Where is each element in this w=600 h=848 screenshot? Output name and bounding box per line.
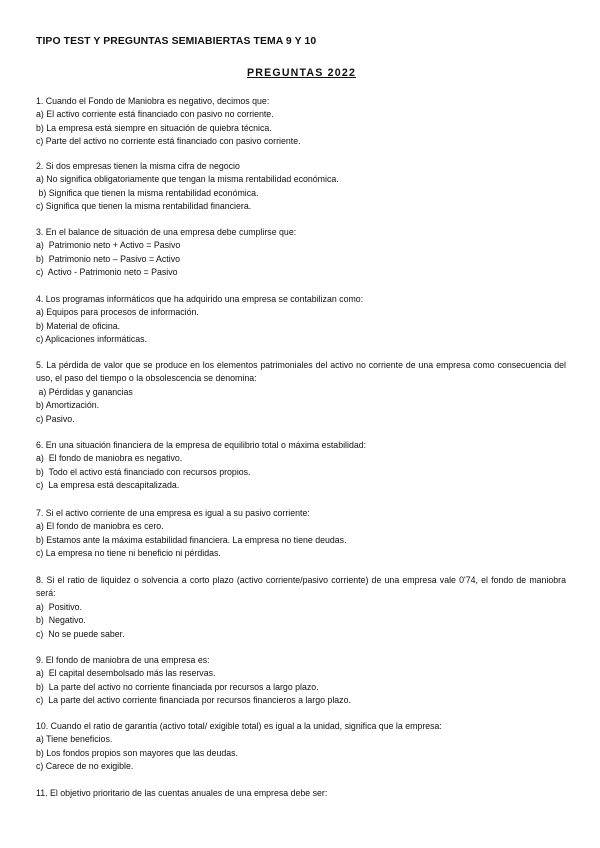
- answer-option-b: b) Estamos ante la máxima estabilidad financiera. La empresa no tiene deudas.: [36, 534, 347, 545]
- question-3: [36, 226, 566, 280]
- answer-option-c: c) La empresa no tiene ni beneficio ni pérdidas.: [36, 548, 221, 559]
- answer-option-a: a) Positivo.: [36, 601, 82, 612]
- answer-option-b: b) La empresa está siempre en situación de quiebra técnica.: [36, 122, 272, 133]
- answer-option-a: a) Patrimonio neto + Activo = Pasivo: [36, 240, 181, 251]
- answer-option-c: c) Pasivo.: [36, 413, 75, 424]
- question-text: 4. Los programas informáticos que ha adquirido una empresa se contabilizan como:: [36, 294, 364, 304]
- question-text: 2. Si dos empresas tienen la misma cifra de negocio: [36, 161, 240, 171]
- question-4: [36, 293, 566, 347]
- question-text: 11. El objetivo prioritario de las cuentas anuales de una empresa debe ser:: [36, 788, 328, 798]
- question-11: [36, 787, 566, 800]
- answer-option-c: c) Aplicaciones informáticas.: [36, 334, 147, 345]
- answer-option-c: c) La empresa está descapitalizada.: [36, 480, 180, 491]
- question-text: 6. En una situación financiera de la empresa de equilibrio total o máxima estabilidad:: [36, 440, 367, 450]
- question-9: [36, 654, 566, 708]
- answer-option-a: a) El capital desembolsado más las reservas.: [36, 668, 216, 679]
- section-heading: PREGUNTAS 2022: [247, 67, 357, 79]
- question-10: [36, 720, 566, 774]
- question-text: 3. En el balance de situación de una empresa debe cumplirse que:: [36, 227, 297, 237]
- answer-option-a: a) Tiene beneficios.: [36, 734, 113, 745]
- question-text: 7. Si el activo corriente de una empresa es igual a su pasivo corriente:: [36, 508, 310, 518]
- question-text: 9. El fondo de maniobra de una empresa es:: [36, 655, 210, 665]
- answer-option-a: a) El fondo de maniobra es negativo.: [36, 453, 183, 464]
- answer-option-c: c) La parte del activo corriente financiada por recursos financieros a largo plazo.: [36, 695, 351, 706]
- answer-option-b: b) Material de oficina.: [36, 320, 121, 331]
- question-8: [36, 574, 566, 641]
- answer-option-c: c) Significa que tienen la misma rentabilidad financiera.: [36, 201, 252, 212]
- answer-option-a: a) Pérdidas y ganancias: [36, 386, 133, 397]
- answer-option-c: c) Parte del activo no corriente está financiado con pasivo corriente.: [36, 136, 301, 147]
- answer-option-a: a) No significa obligatoriamente que tengan la misma rentabilidad económica.: [36, 174, 339, 185]
- answer-option-a: a) El activo corriente está financiado con pasivo no corriente.: [36, 109, 274, 120]
- question-6: [36, 439, 566, 493]
- question-text: 8. Si el ratio de liquidez o solvencia a corto plazo (activo corriente/pasivo corriente) de una empresa vale 0'74, el fondo de maniobra será:: [36, 575, 566, 599]
- answer-option-b: b) Amortización.: [36, 400, 100, 411]
- answer-option-c: c) Carece de no exigible.: [36, 761, 134, 772]
- question-7: [36, 507, 566, 561]
- answer-option-c: c) Activo - Patrimonio neto = Pasivo: [36, 267, 178, 278]
- question-2: [36, 160, 566, 214]
- question-text: 10. Cuando el ratio de garantía (activo total/ exigible total) es igual a la unidad, significa que la empresa:: [36, 721, 442, 731]
- answer-option-b: b) Patrimonio neto – Pasivo = Activo: [36, 253, 181, 264]
- question-text: 5. La pérdida de valor que se produce en los elementos patrimoniales del activo no corriente de una empresa como consecuencia del uso, el paso del tiempo o la obsolescencia se denomina:: [36, 360, 566, 384]
- answer-option-b: b) Todo el activo está financiado con recursos propios.: [36, 466, 251, 477]
- answer-option-a: a) El fondo de maniobra es cero.: [36, 521, 164, 532]
- answer-option-b: b) Negativo.: [36, 615, 86, 626]
- question-1: [36, 95, 566, 149]
- answer-option-c: c) No se puede saber.: [36, 628, 125, 639]
- answer-option-b: b) Los fondos propios son mayores que las deudas.: [36, 747, 238, 758]
- answer-option-b: b) Significa que tienen la misma rentabilidad económica.: [36, 187, 259, 198]
- answer-option-a: a) Equipos para procesos de información.: [36, 307, 199, 318]
- answer-option-b: b) La parte del activo no corriente financiada por recursos a largo plazo.: [36, 681, 319, 692]
- document-title: TIPO TEST Y PREGUNTAS SEMIABIERTAS TEMA 9 Y 10: [36, 36, 317, 47]
- question-text: 1. Cuando el Fondo de Maniobra es negativo, decimos que:: [36, 96, 270, 106]
- question-5: [36, 359, 566, 426]
